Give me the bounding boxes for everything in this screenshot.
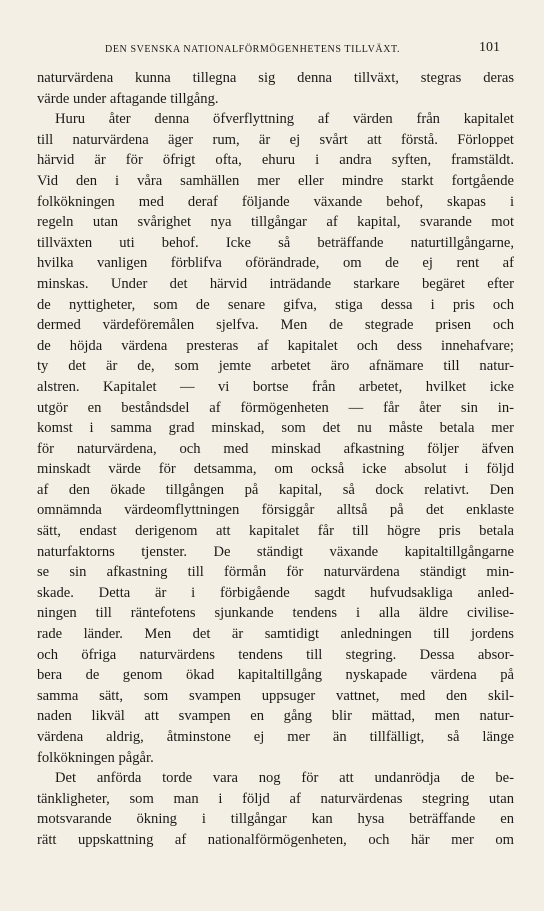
- text-line: ningen till räntefotens sjunkande tendens i alla äldre civilise-: [37, 605, 514, 622]
- text-line: och öfriga naturvärdens tendens till stegring. Dessa absor-: [37, 646, 514, 663]
- running-title: DEN SVENSKA NATIONALFÖRMÖGENHETENS TILLVÄXT.: [105, 44, 401, 55]
- text-line: värdena aldrig, åtminstone ej mer än tillfälligt, så länge: [37, 729, 514, 745]
- text-line: folkökningen pågår.: [37, 749, 154, 766]
- paragraph: [37, 768, 514, 850]
- text-line: sätt, endast derigenom att kapitalet får till högre pris betala: [37, 523, 514, 540]
- text-line: Det anförda torde vara nog för att undanrödja de be-: [55, 770, 514, 787]
- text-line: ty det är de, som jemte arbetet äro afnämare till natur-: [37, 358, 514, 375]
- text-line: bera de genom ökad kapitaltillgång nyskapade värdena på: [37, 667, 514, 684]
- text-line: tänkligheter, som man i följd af naturvärdenas stegring utan: [37, 790, 514, 807]
- text-line: komst i samma grad minskad, som det nu måste betala mer: [37, 420, 514, 437]
- text-line: för naturvärdena, och med minskad afkastning följer äfven: [37, 440, 514, 457]
- text-line: alstren. Kapitalet — vi bortse från arbetet, hvilket icke: [37, 378, 514, 395]
- body-text: [37, 68, 514, 851]
- text-line: samma sätt, som svampen uppsuger vattnet, med den skil-: [37, 687, 514, 704]
- paragraph: [37, 68, 514, 109]
- text-line: Vid den i våra samhällen mer eller mindre starkt fortgående: [37, 172, 514, 189]
- text-line: hvilka vanligen förblifva oförändrade, om de ej rent af: [37, 255, 514, 272]
- text-line: af den ökade tillgången på kapital, så dock relativt. Den: [37, 481, 514, 498]
- text-line: utgör en beståndsdel af förmögenheten — får åter sin in-: [37, 399, 514, 416]
- text-line: de nyttigheter, som de senare gifva, stiga dessa i pris och: [37, 296, 514, 313]
- text-line: naden likväl att svampen en gång blir mättad, men natur-: [37, 708, 514, 725]
- text-line: tillväxten uti behof. Icke så beträffande naturtillgångarne,: [37, 234, 514, 251]
- text-line: härvid är för öfrigt ofta, ehuru i andra syften, framstäldt.: [37, 152, 514, 169]
- text-line: regeln utan svårighet nya tillgångar af kapital, svarande mot: [37, 214, 514, 231]
- text-line: rätt uppskattning af nationalförmögenheten, och här mer om: [37, 831, 514, 848]
- text-line: folkökningen med deraf följande växande behof, skapas i: [37, 193, 514, 210]
- text-line: omnämnda värdeomflyttningen försiggår alltså på det enklaste: [37, 502, 514, 519]
- text-line: värde under aftagande tillgång.: [37, 90, 219, 107]
- page-number: 101: [479, 40, 500, 55]
- paragraph: [37, 109, 514, 768]
- text-line: minskadt värde för detsamma, om också icke absolut i följd: [37, 461, 514, 478]
- text-line: naturfaktorns tjenster. De ständigt växande kapitaltillgångarne: [37, 543, 514, 560]
- text-line: naturvärdena kunna tillegna sig denna tillväxt, stegras deras: [37, 70, 514, 86]
- text-line: till naturvärdena äger rum, är ej svårt att förstå. Förloppet: [37, 131, 514, 148]
- text-line: dermed värdeföremålen sjelfva. Men de stegrade prisen och: [37, 317, 514, 334]
- text-line: Huru åter denna öfverflyttning af värden från kapitalet: [55, 111, 514, 128]
- text-line: se sin afkastning till förmån för naturvärdena ständigt min-: [37, 564, 514, 581]
- text-line: motsvarande ökning i tillgångar kan hysa beträffande en: [37, 811, 514, 828]
- text-line: de höjda värdena presteras af kapitalet och dess innehafvare;: [37, 337, 514, 354]
- text-line: rade länder. Men det är samtidigt anledningen till jordens: [37, 626, 514, 643]
- text-line: minskas. Under det härvid inträdande starkare begäret efter: [37, 275, 514, 292]
- text-line: skade. Detta är i förbigående sagdt hufvudsakliga anled-: [37, 584, 514, 601]
- running-head: [37, 38, 514, 60]
